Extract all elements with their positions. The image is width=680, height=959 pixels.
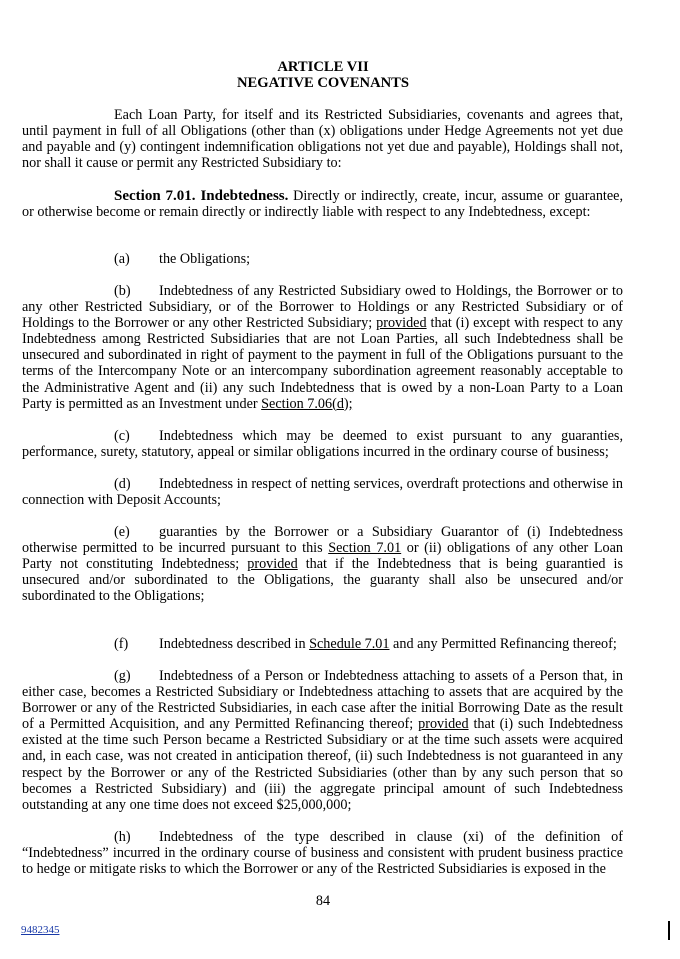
clause-b (22, 283, 623, 412)
clause-g (22, 668, 623, 813)
section-reference-link: Section 7.01 (328, 540, 402, 557)
clause-text: that if the Indebtedness that is being guarantied is unsecured and/or subordinated to the Obligations, the guaranty shall also be unsecured and/or subordinated to the Obligations; (22, 556, 623, 605)
clause-text: Indebtedness described in (159, 636, 310, 652)
intro-paragraph: Each Loan Party, for itself and its Restricted Subsidiaries, covenants and agrees that, until payment in full of all Obligations (other than (x) obligations under Hedge Agreements not yet due and payable and (y) contingent indemnification obligations not yet due and payable), Holdings shall not, nor shall it cause or permit any Restricted Subsidiary to: (22, 107, 623, 172)
clause-text: and any Permitted Refinancing thereof; (389, 636, 617, 652)
clause-text: Indebtedness of a Person or Indebtedness attaching to assets of a Person that, in either case, becomes a Restricted Subsidiary or Indebtedness attaching to assets that are acquired by the Borrower or any of the Restricted Subsidiaries, in each case after the initial Borrowing Date as the result of a Permitted Acquisition, and any Permitted Refinancing thereof; (22, 668, 623, 733)
clause-c (22, 428, 623, 460)
clause-text: or (ii) obligations of any other Loan Party not constituting Indebtedness; (22, 540, 623, 573)
provided-term: provided (418, 716, 469, 733)
clause-a (22, 251, 623, 267)
clause-h (22, 829, 623, 877)
section-text: Directly or indirectly, create, incur, assume or guarantee, or otherwise become or remain directly or indirectly liable with respect to any Indebtedness, except: (22, 188, 624, 221)
section-heading: Section 7.01. Indebtedness. (114, 188, 289, 204)
provided-term: provided (376, 315, 427, 332)
clause-label: (f) (114, 636, 129, 652)
page-number: 84 (315, 893, 331, 909)
clause-label: (b) (114, 283, 131, 299)
clause-text: guaranties by the Borrower or a Subsidiary Guarantor of (i) Indebtedness otherwise permitted to be incurred pursuant to this (22, 524, 623, 557)
section-reference-link: Section 7.06(d); (261, 395, 353, 412)
provided-term: provided (247, 556, 298, 573)
clause-label: (h) (114, 829, 131, 845)
clause-label: (a) (114, 251, 130, 267)
clause-label: (d) (114, 476, 131, 492)
clause-f (22, 636, 623, 652)
section-7-01-paragraph (22, 188, 623, 220)
article-title: NEGATIVE COVENANTS (236, 75, 410, 91)
clause-e (22, 524, 623, 604)
clause-text: that (i) such Indebtedness existed at the time such Person became a Restricted Subsidiary or at the time such assets were acquired and, in each case, was not created in anticipation thereof, (ii) such Indebtedness is not guaranteed in any respect by the Borrower or any of the Restricted Subsidiaries (other than by any such person that so becomes a Restricted Subsidiary) and (iii) the aggregate principal amount of such Indebtedness outstanding at any one time does not exceed $25,000,000; (22, 716, 623, 813)
clause-label: (g) (114, 668, 131, 684)
clause-text: Indebtedness of the type described in clause (xi) of the definition of “Indebtedness” incurred in the ordinary course of business and consistent with prudent business practice to hedge or mitigate risks to which the Borrower or any of the Restricted Subsidiaries is exposed in the (22, 829, 623, 878)
revision-bar (668, 921, 670, 940)
clause-label: (e) (114, 524, 130, 540)
schedule-reference-link: Schedule 7.01 (309, 636, 390, 652)
clause-text: Indebtedness which may be deemed to exist pursuant to any guaranties, performance, surety, statutory, appeal or similar obligations incurred in the ordinary course of business; (22, 428, 623, 461)
clause-d (22, 476, 623, 508)
clause-text: the Obligations; (159, 251, 251, 267)
clause-label: (c) (114, 428, 130, 444)
article-number: ARTICLE VII (277, 59, 369, 75)
clause-text: that (i) except with respect to any Indebtedness among Restricted Subsidiaries that are not Loan Parties, all such Indebtedness shall be unsecured and subordinated in right of payment to the payment in full of the Obligations pursuant to the terms of the Intercompany Note or an intercompany subordination agreement reasonably acceptable to the Administrative Agent and (ii) any such Indebtedness that is owed by a non-Loan Party to a Loan Party is permitted as an Investment under (22, 315, 623, 412)
document-id-link[interactable]: 9482345 (21, 924, 60, 936)
clause-text: Indebtedness of any Restricted Subsidiary owed to Holdings, the Borrower or to any other Restricted Subsidiary, or of the Borrower to Holdings or any Restricted Subsidiary or of Holdings to the Borrower or any other Restricted Subsidiary; (22, 283, 623, 332)
clause-text: Indebtedness in respect of netting services, overdraft protections and otherwise in connection with Deposit Accounts; (22, 476, 623, 509)
